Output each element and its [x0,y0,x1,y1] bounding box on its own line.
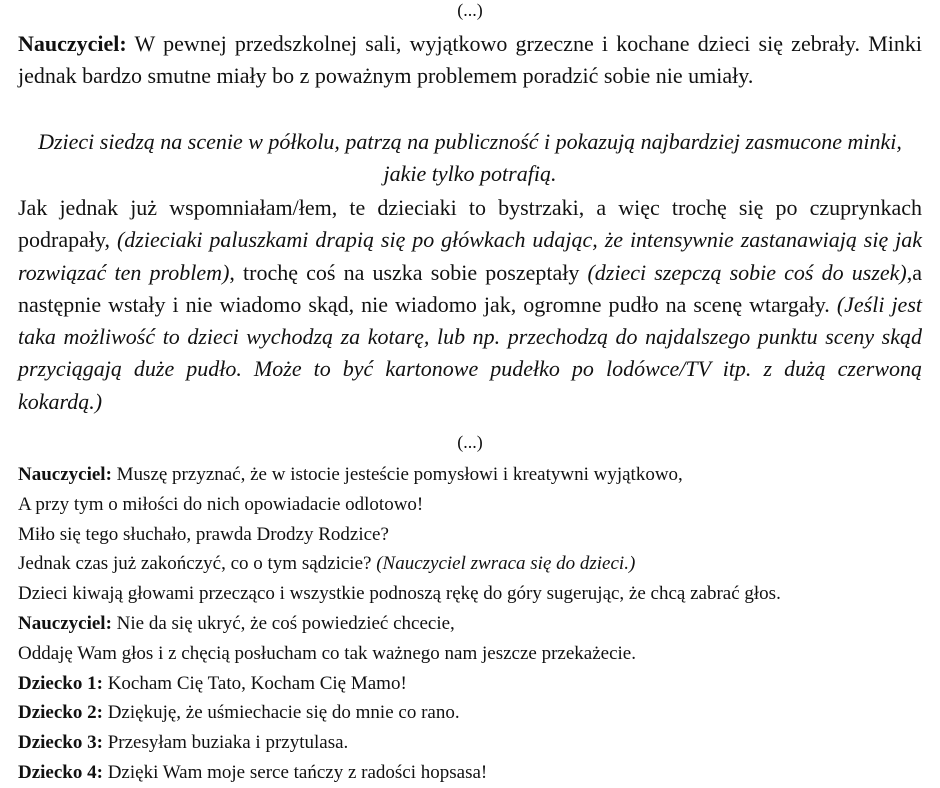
line-text: Kocham Cię Tato, Kocham Cię Mamo! [102,672,407,694]
stage-direction-line [18,579,938,609]
dialogue-line [18,758,938,788]
line-text: Muszę przyznać, że w istocie jesteście pomysłowi i kreatywni wyjątkowo, [111,464,683,485]
stage-direction-inline: (Nauczyciel zwraca się do dzieci.) [376,553,636,575]
dialogue-line [18,728,938,758]
dialogue-line [18,639,938,669]
dialogue-line [18,669,938,699]
dialogue-line [18,549,938,579]
stage-direction-inline: (dzieciaki paluszkami drapią się po główkach udając, że intensywnie zastanawiają się jak rozwiązać ten problem) [18,227,923,285]
line-text: Nie da się ukryć, że coś powiedzieć chcecie, [111,612,455,634]
line-text: Miło się tego słuchało, prawda Drodzy Rodzice? [18,523,389,545]
stage-direction: Dzieci siedzą na scenie w półkolu, patrzą na publiczność i pokazują najbardziej zasmucone minki, jakie tylko potrafią. [38,129,902,186]
dialogue-line [18,609,938,639]
dialogue-lines [18,460,938,788]
speaker-label: Dziecko 3: [18,732,103,754]
stage-direction-inline: (dzieci szepczą sobie coś do uszek) [587,259,907,285]
teacher-intro-paragraph [18,28,922,92]
dialogue-line [18,490,938,520]
omission-marker-middle: (...) [457,432,483,452]
narration-paragraph [18,192,922,418]
omission-marker-top: (...) [457,0,483,20]
speaker-label: Dziecko 4: [18,761,103,783]
line-text: Dziękuję, że uśmiechacie się do mnie co rano. [102,702,460,724]
narration-text: , trochę coś na uszka sobie poszeptały [229,259,588,285]
dialogue-line [18,460,938,490]
line-text: A przy tym o miłości do nich opowiadacie odlotowo! [18,493,424,515]
line-text: Przesyłam buziaka i przytulasa. [102,732,349,754]
line-text: Dzięki Wam moje serce tańczy z radości hopsasa! [102,761,488,783]
paragraph-text: W pewnej przedszkolnej sali, wyjątkowo grzeczne i kochane dzieci się zebrały. Minki jednak bardzo smutne miały bo z poważnym problemem poradzić sobie nie umiały. [18,31,922,88]
line-text: Oddaję Wam głos i z chęcią posłucham co tak ważnego nam jeszcze przekażecie. [18,642,636,664]
narration-text: Jak jednak już wspomniałam/łem, te dzieciaki to bystrzaki, a więc trochę się po czuprynkach podrapały, [18,195,922,253]
speaker-label: Dziecko 1: [18,672,103,694]
line-text: Dzieci kiwają głowami przecząco i wszystkie podnoszą rękę do góry sugerując, że chcą zabrać głos. [18,583,781,605]
dialogue-line [18,520,938,550]
speaker-label: Nauczyciel: [18,612,112,634]
stage-direction-inline: (Jeśli jest taka możliwość to dzieci wychodzą za kotarę, lub np. przechodzą do najdalszego punktu sceny skąd przyciągają duże pudło. Może to być kartonowe pudełko po lodówce/TV itp. z dużą czerwoną kokardą.) [18,291,922,414]
speaker-label: Nauczyciel: [18,464,112,485]
speaker-label: Dziecko 2: [18,702,103,724]
dialogue-line [18,698,938,728]
line-text: Jednak czas już zakończyć, co o tym sądzicie? [18,553,377,575]
narration-text: ,a następnie wstały i nie wiadomo skąd, nie wiadomo jak, ogromne pudło na scenę wtargały. [18,259,922,317]
speaker-label: Nauczyciel: [18,31,127,56]
